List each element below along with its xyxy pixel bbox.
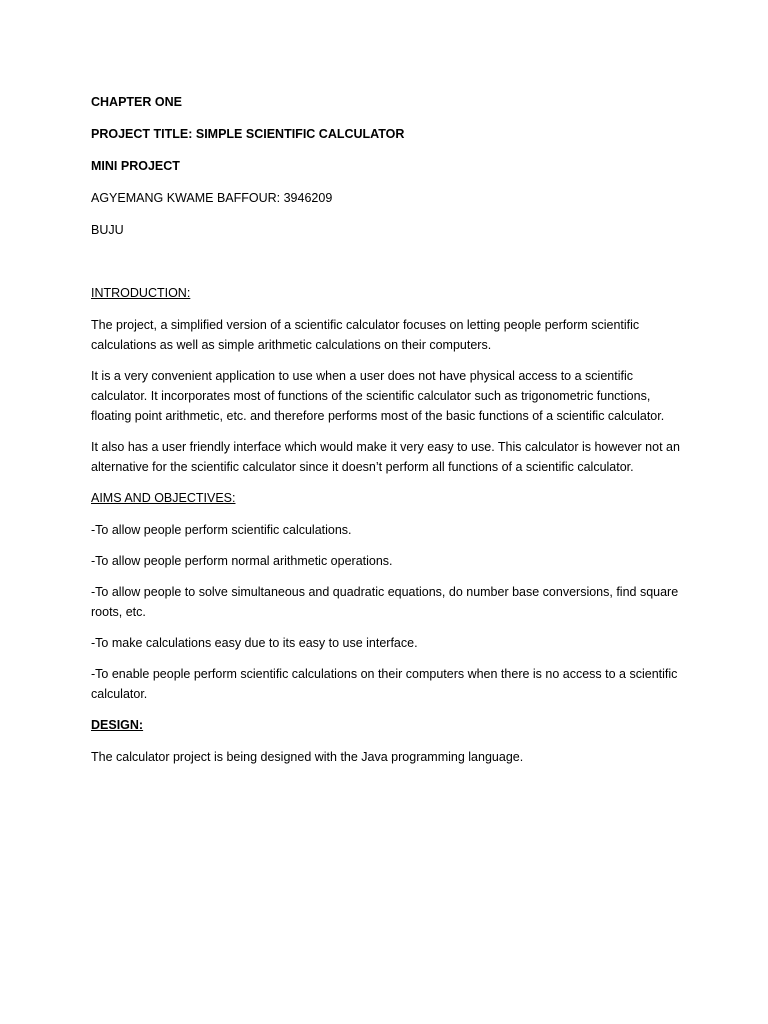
aims-item: -To enable people perform scientific calculations on their computers when there is no access to a scientific calculator. — [91, 667, 678, 701]
chapter-heading: CHAPTER ONE — [91, 95, 182, 109]
introduction-paragraph: It also has a user friendly interface which would make it very easy to use. This calculator is however not an alternative for the scientific calculator since it doesn’t perform all functions of a scientific calculator. — [91, 440, 680, 474]
design-paragraph: The calculator project is being designed with the Java programming language. — [91, 750, 524, 764]
project-type: MINI PROJECT — [91, 159, 180, 173]
design-heading: DESIGN: — [91, 718, 144, 732]
author-line: AGYEMANG KWAME BAFFOUR: 3946209 — [91, 191, 333, 205]
introduction-paragraph: It is a very convenient application to use when a user does not have physical access to a scientific calculator. It incorporates most of functions of the scientific calculator such as trigonometric functions, floating point arithmetic, etc. and therefore performs most of the basic functions of a scientific calculator. — [91, 369, 665, 423]
introduction-heading: INTRODUCTION: — [91, 286, 191, 300]
aims-item: -To allow people to solve simultaneous and quadratic equations, do number base conversions, find square roots, etc. — [91, 585, 679, 619]
aims-item: -To allow people perform normal arithmetic operations. — [91, 554, 393, 568]
location-line: BUJU — [91, 223, 124, 237]
project-title: PROJECT TITLE: SIMPLE SCIENTIFIC CALCULATOR — [91, 127, 405, 141]
section-spacer — [91, 252, 681, 283]
aims-item: -To make calculations easy due to its easy to use interface. — [91, 636, 418, 650]
aims-item: -To allow people perform scientific calculations. — [91, 523, 352, 537]
introduction-paragraph: The project, a simplified version of a scientific calculator focuses on letting people perform scientific calculations as well as simple arithmetic calculations on their computers. — [91, 318, 640, 352]
aims-heading: AIMS AND OBJECTIVES: — [91, 491, 236, 505]
document-body — [91, 92, 681, 778]
